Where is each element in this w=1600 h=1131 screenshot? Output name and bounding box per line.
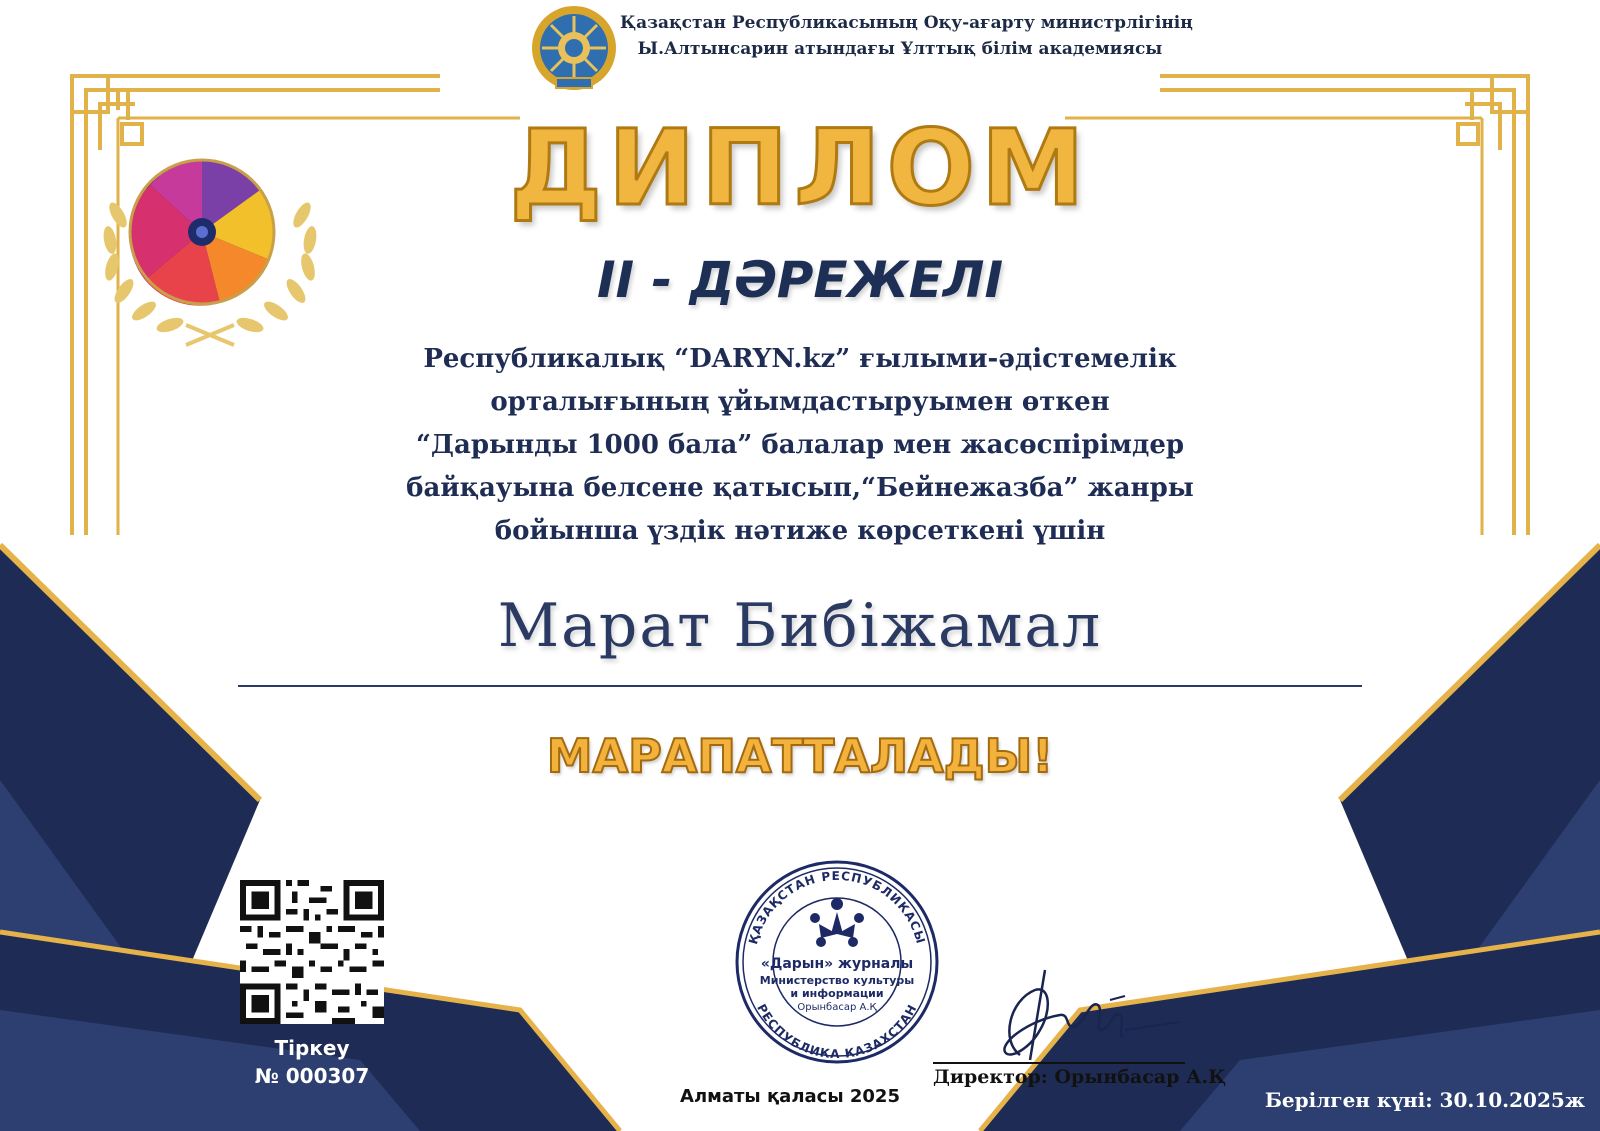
registration-number: № 000307 xyxy=(254,1064,370,1088)
issue-date: Берілген күні: 30.10.2025ж xyxy=(1264,1088,1585,1112)
stamp-line-1: Министерство культуры xyxy=(759,974,915,987)
stamp-line-3: Орынбасар А.Қ xyxy=(797,1002,877,1013)
qr-code xyxy=(240,880,384,1024)
organization-line-2: Ы.Алтынсарин атындағы Ұлттық білім академиясы xyxy=(637,39,1163,59)
awarded-text: МАРАПАТТАЛАДЫ! xyxy=(546,729,1054,783)
organization-line-1: Қазақстан Республикасының Оқу-ағарту министрлігінің xyxy=(620,13,1193,33)
diploma-degree: II - ДӘРЕЖЕЛІ xyxy=(596,251,1004,309)
recipient-name: Марат Бибіжамал xyxy=(497,591,1103,661)
signature-line xyxy=(933,1062,1185,1064)
registration-label: Тіркеу xyxy=(274,1036,350,1060)
stamp-ring-bottom: РЕСПУБЛИКА КАЗАХСТАН xyxy=(754,1001,920,1062)
director-signature-caption: Директор: Орынбасар А.Қ xyxy=(933,1066,1227,1088)
stamp-name: «Дарын» журналы xyxy=(760,956,914,972)
city-year: Алматы қаласы 2025 xyxy=(680,1086,900,1107)
recipient-underline xyxy=(238,685,1362,687)
description-line: байқауына белсене қатысып,“Бейнежазба” жанры xyxy=(406,473,1194,503)
description-line: “Дарынды 1000 бала” балалар мен жасөспірімдер xyxy=(415,430,1185,460)
description-line: Республикалық “DARYN.kz” ғылыми-әдістемелік xyxy=(423,344,1177,374)
signature xyxy=(990,960,1200,1070)
description-line: бойынша үздік нәтиже көрсеткені үшін xyxy=(494,516,1106,546)
stamp-line-2: и информации xyxy=(790,987,884,1000)
registration-info xyxy=(220,1034,404,1090)
darun-logo-icon xyxy=(90,145,330,355)
stamp-logo-icon xyxy=(810,898,864,947)
description-line: орталығының ұйымдастыруымен өткен xyxy=(490,387,1110,417)
organization-header xyxy=(620,10,1193,62)
state-emblem-icon xyxy=(530,4,618,92)
award-description xyxy=(360,338,1240,553)
stamp-seal xyxy=(733,858,941,1066)
diploma-title: ДИПЛОМ xyxy=(509,107,1091,229)
stamp-ring-top: ҚАЗАҚСТАН РЕСПУБЛИКАСЫ xyxy=(746,868,929,946)
